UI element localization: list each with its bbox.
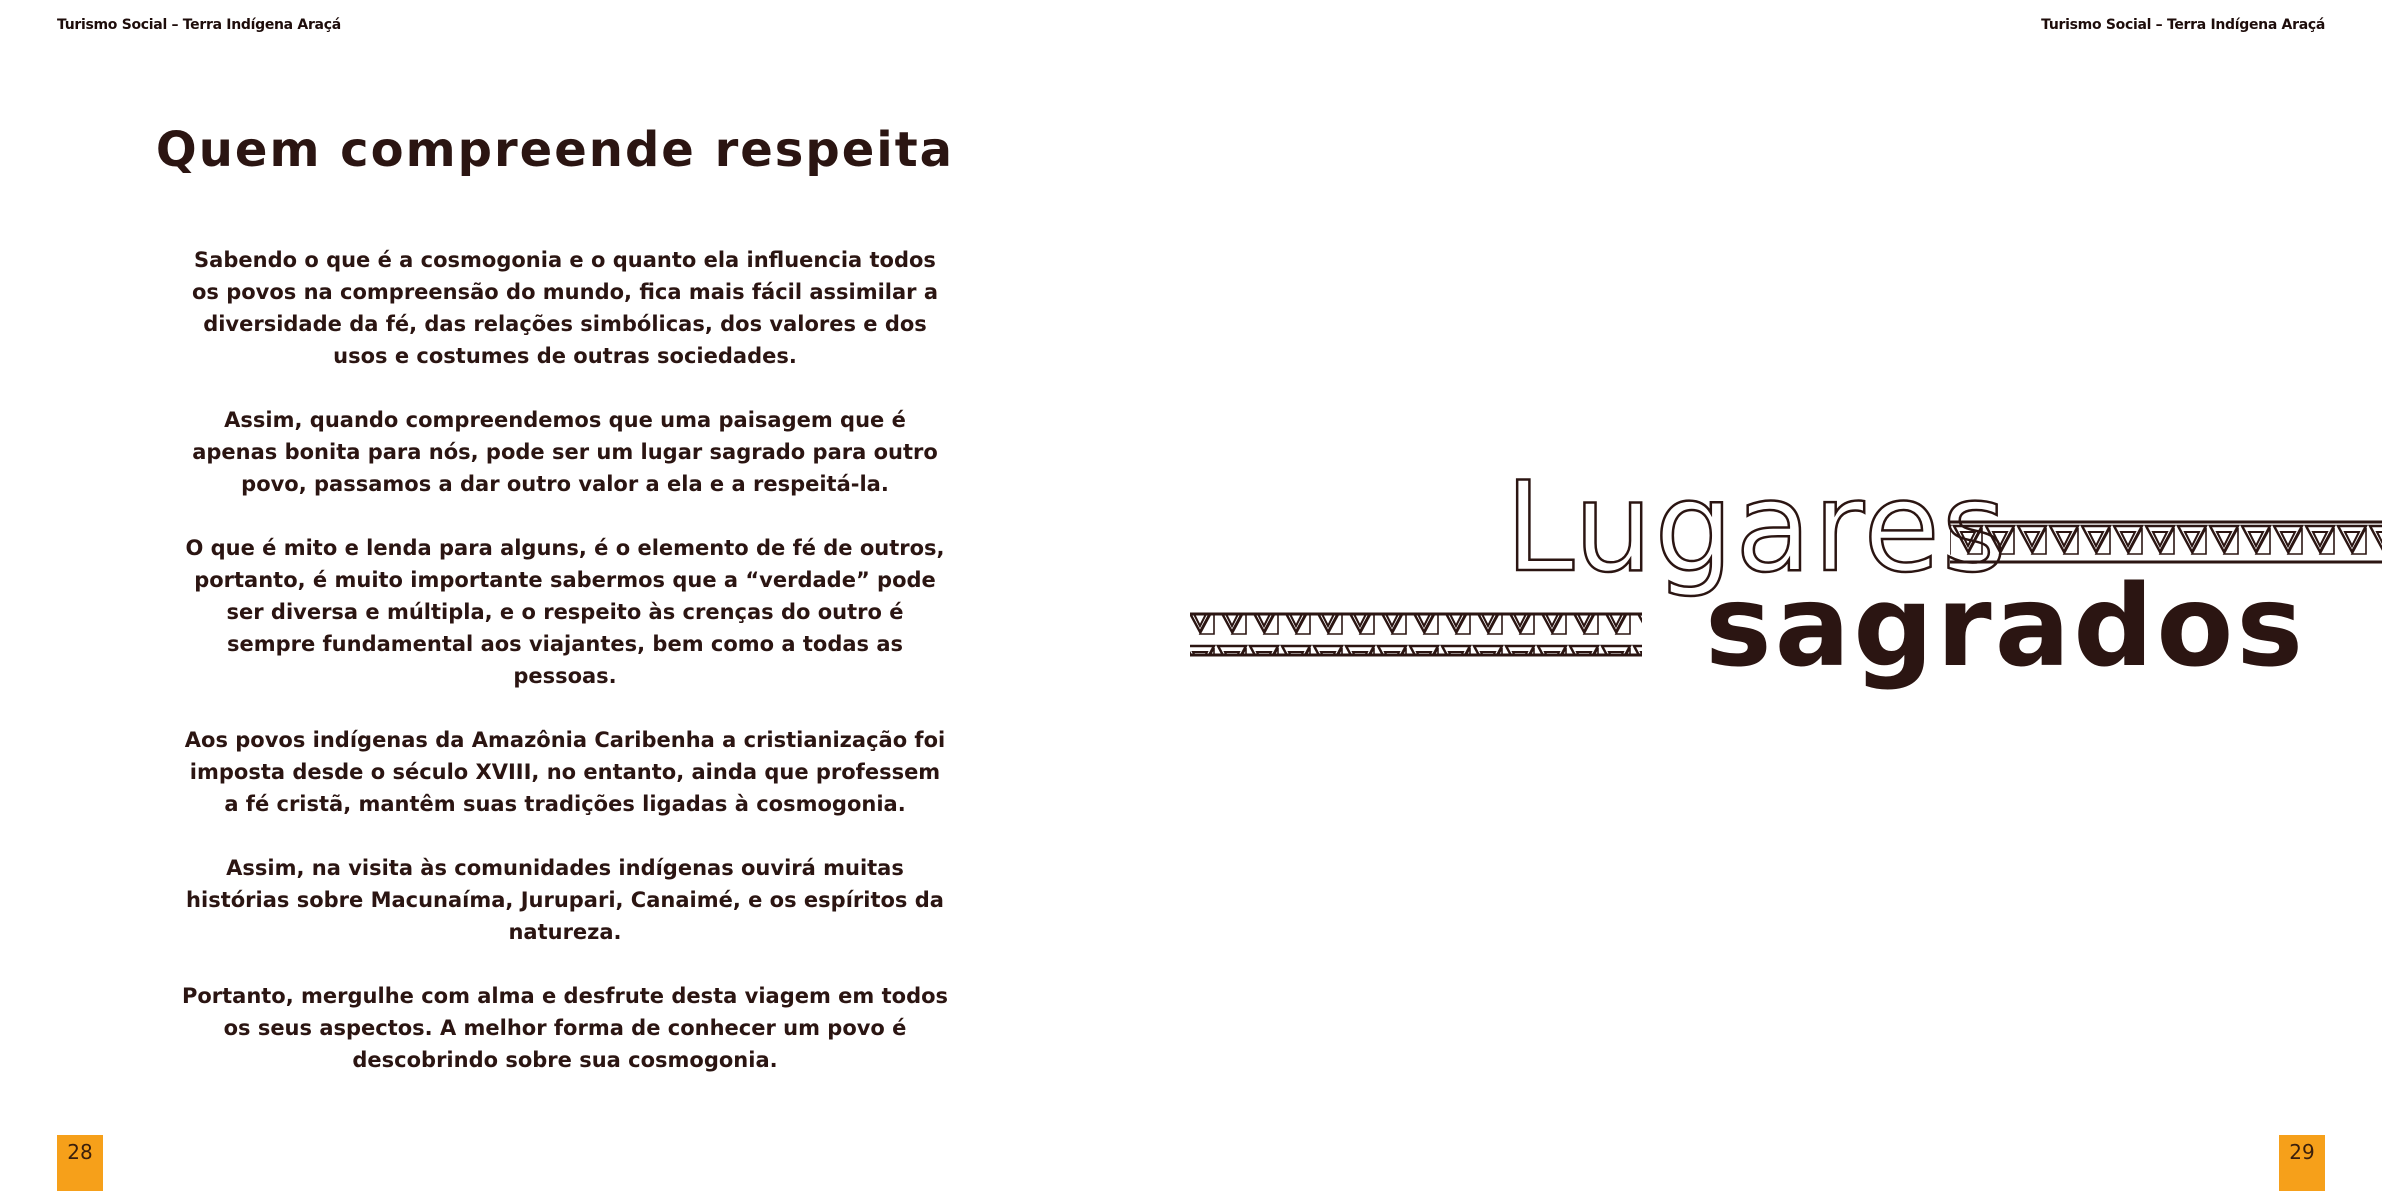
title-outline-word: Lugares: [1505, 456, 2009, 600]
paragraph-5: Assim, na visita às comunidades indígenas ouvirá muitas histórias sobre Macunaíma, Jurupari, Canaimé, e os espíritos da natureza.: [186, 856, 944, 944]
pattern-band-top: [1950, 522, 2382, 562]
page-title: Quem compreende respeita: [155, 122, 955, 178]
paragraph-4: Aos povos indígenas da Amazônia Caribenha a cristianização foi imposta desde o século XVIII, no entanto, ainda que professem a fé cristã, mantêm suas tradições ligadas à cosmogonia.: [184, 728, 946, 816]
paragraph-3: O que é mito e lenda para alguns, é o elemento de fé de outros, portanto, é muito importante sabermos que a “verdade” pode ser diversa e múltipla, e o respeito às crenças do outro é sempre fundamental aos viajantes, bem como a todas as pessoas.: [185, 536, 945, 688]
paragraph-1: Sabendo o que é a cosmogonia e o quanto ela influencia todos os povos na compreensão do mundo, fica mais fácil assimilar a diversidade da fé, das relações simbólicas, dos valores e dos usos e costumes de outras sociedades.: [191, 248, 939, 368]
paragraph-6: Portanto, mergulhe com alma e desfrute desta viagem em todos os seus aspectos. A melhor forma de conhecer um povo é descobrindo sobre sua cosmogonia.: [181, 984, 949, 1072]
running-head-left: Turismo Social – Terra Indígena Araçá: [57, 17, 341, 33]
title-solid-word: sagrados: [1705, 562, 2307, 692]
pattern-band-bottom: [1190, 614, 1642, 655]
page-number-left: 28: [57, 1135, 103, 1191]
paragraph-2: Assim, quando compreendemos que uma paisagem que é apenas bonita para nós, pode ser um lugar sagrado para outro povo, passamos a dar outro valor a ela e a respeitá-la.: [192, 408, 938, 496]
running-head-right: Turismo Social – Terra Indígena Araçá: [2041, 17, 2325, 33]
page-number-right: 29: [2279, 1135, 2325, 1191]
